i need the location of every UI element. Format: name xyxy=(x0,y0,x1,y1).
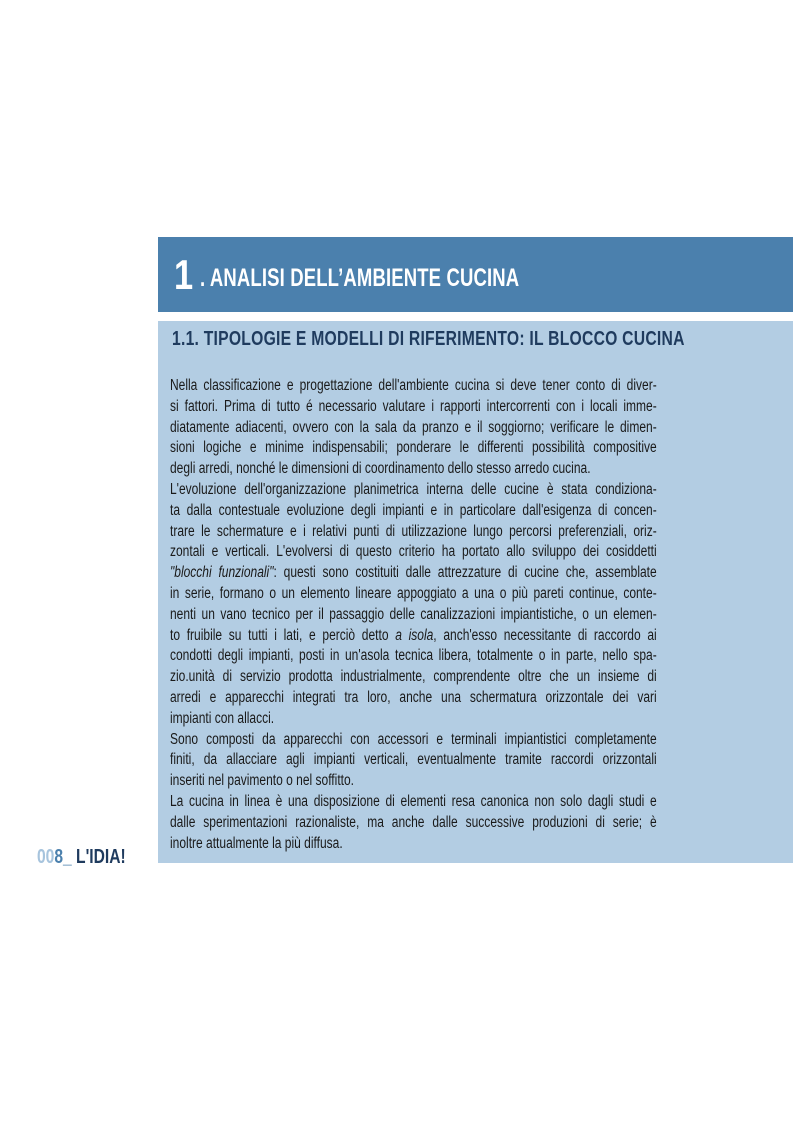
page-footer xyxy=(37,846,126,869)
footer-separator: _ xyxy=(63,846,72,868)
chapter-number: 1 xyxy=(174,250,194,298)
paragraph-line xyxy=(170,563,657,584)
paragraph-line: L'evoluzione dell'organizzazione planimetrica interna delle cucine è stata condiziona- xyxy=(170,480,657,498)
italic-term: a isola xyxy=(395,626,434,644)
paragraph-line: ta dalla contestuale evoluzione degli impianti e in particolare dall'esigenza di concen- xyxy=(170,501,657,519)
paragraph-line: si fattori. Prima di tutto é necessario valutare i rapporti intercorrenti con i locali imme- xyxy=(170,397,657,415)
line-rest: : questi sono costituiti dalle attrezzature di cucine che, assemblate xyxy=(273,564,657,582)
paragraph-line: inoltre attualmente la più diffusa. xyxy=(170,834,343,852)
paragraph-line: finiti, da allacciare agli impianti verticali, eventualmente tramite raccordi orizzontali xyxy=(170,751,657,769)
paragraph-line: zio.unità di servizio prodotta industrialmente, comprendente oltre che un insieme di xyxy=(170,668,657,686)
paragraph-line: sioni logiche e minime indispensabili; ponderare le differenti possibilità compositive xyxy=(170,439,657,457)
paragraph-line xyxy=(170,626,657,647)
chapter-title: . ANALISI DELL’AMBIENTE CUCINA xyxy=(200,264,520,292)
paragraph-line: impianti con allacci. xyxy=(170,709,275,727)
paragraph-line: zontali e verticali. L'evolversi di questo criterio ha portato allo sviluppo dei cosiddetti xyxy=(170,543,657,561)
paragraph-line: diatamente adiacenti, ovvero con la sala da pranzo e il soggiorno; verificare le dimen- xyxy=(170,418,657,436)
chapter-header xyxy=(158,237,793,312)
content-panel xyxy=(158,321,793,863)
paragraph-line: La cucina in linea è una disposizione di elementi resa canonica non solo dagli studi e xyxy=(170,792,657,810)
page-number: 8 xyxy=(54,846,64,868)
paragraph-line: Sono composti da apparecchi con accessori e terminali impiantistici completamente xyxy=(170,730,657,748)
paragraph-line: degli arredi, nonché le dimensioni di coordinamento dello stesso arredo cucina. xyxy=(170,460,591,478)
italic-term: "blocchi funzionali" xyxy=(170,564,274,582)
footer-brand: L'IDIA! xyxy=(71,846,126,868)
line-start: to fruibile su tutti i lati, e perciò detto xyxy=(170,626,396,644)
paragraph-line: trare le schermature e i relativi punti di utilizzazione lungo percorsi preferenziali, oriz- xyxy=(170,522,657,540)
paragraph-line: Nella classificazione e progettazione dell'ambiente cucina si deve tener conto di diver- xyxy=(170,377,657,394)
paragraph-line: in serie, formano o un elemento lineare appoggiato a una o più pareti continue, conte- xyxy=(170,584,657,602)
body-text xyxy=(170,376,657,854)
paragraph-line: arredi e apparecchi integrati tra loro, anche una schermatura orizzontale dei vari xyxy=(170,688,657,706)
paragraph-line: condotti degli impianti, posti in un'asola tecnica libera, totalmente o in parte, nello spa- xyxy=(170,647,657,665)
paragraph-line: nenti un vano tecnico per il passaggio delle canalizzazioni impiantistiche, o un elemen- xyxy=(170,605,657,623)
paragraph-line: inseriti nel pavimento o nel soffitto. xyxy=(170,772,355,790)
page-number-prefix: 00 xyxy=(37,846,55,868)
paragraph-line: dalle sperimentazioni razionaliste, ma anche dalle successive produzioni di serie; è xyxy=(170,813,657,831)
line-rest: , anch'esso necessitante di raccordo ai xyxy=(433,626,657,644)
section-title: 1.1. TIPOLOGIE E MODELLI DI RIFERIMENTO: IL BLOCCO CUCINA xyxy=(172,328,685,350)
